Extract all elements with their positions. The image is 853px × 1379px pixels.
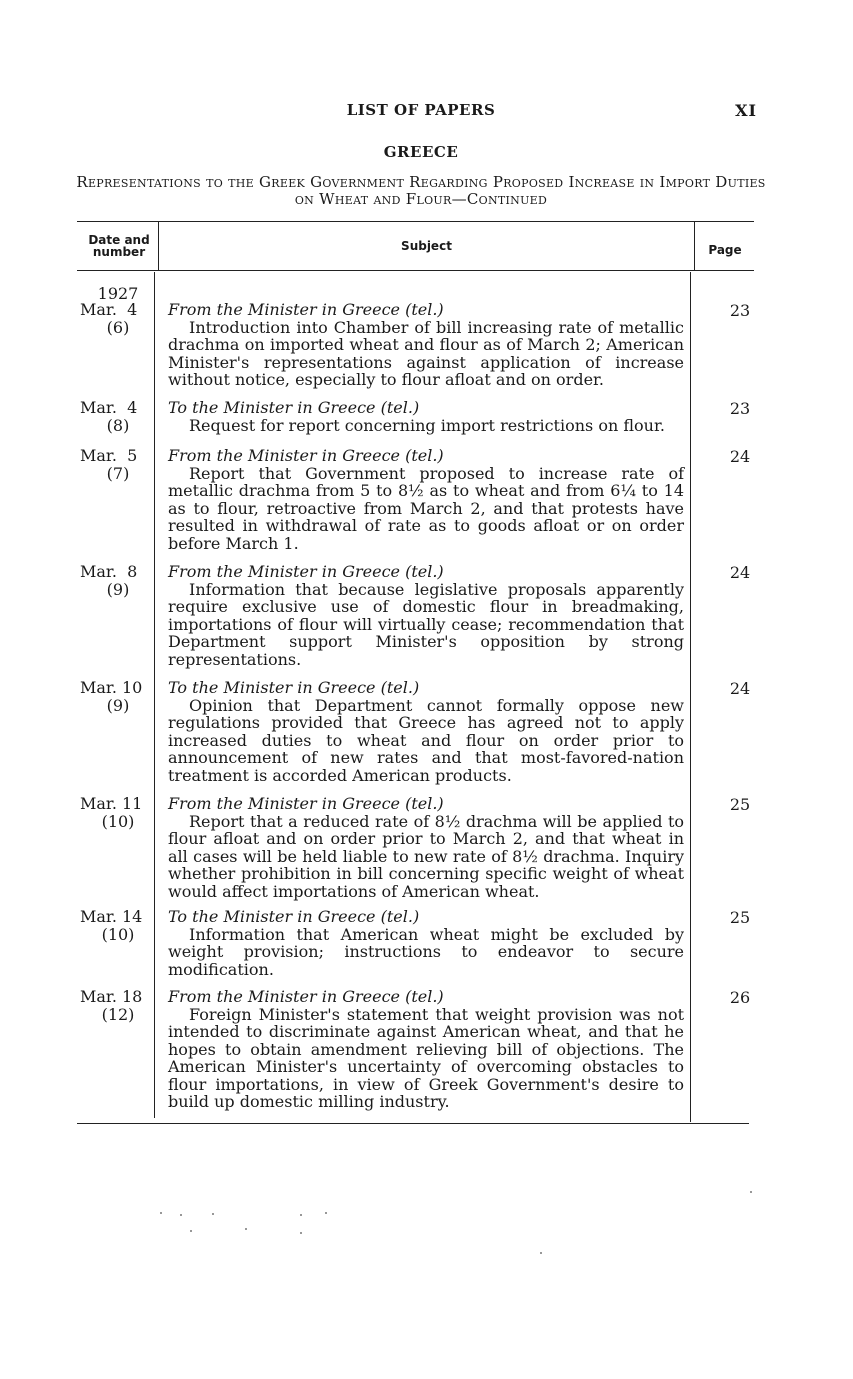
entry-number: (9) bbox=[106, 695, 130, 715]
entry-lead: From the Minister in Greece (tel.) bbox=[168, 446, 444, 465]
print-speck bbox=[190, 1230, 192, 1232]
entry-date bbox=[80, 988, 150, 1023]
entry-subject bbox=[168, 988, 684, 1111]
entry-body: Report that a reduced rate of 8½ drachma will be applied to flour afloat and on order prior to March 2, and that wheat in all cases will be held liable to new rate of 8½ drachma. Inquiry whether prohibition in bill concerning specific weight of wheat would affect importations of American wheat. bbox=[168, 811, 684, 901]
entry-subject bbox=[168, 301, 684, 389]
column-header-subject: Subject bbox=[401, 239, 452, 253]
print-speck bbox=[245, 1228, 247, 1230]
entry-lead: From the Minister in Greece (tel.) bbox=[168, 562, 444, 581]
entry-body: Information that because legislative proposals apparently require exclusive use of domestic flour in breadmaking, importations of flour will virtually cease; recommendation that Department support Minister's opposition by strong representations. bbox=[168, 579, 684, 669]
entry-lead: To the Minister in Greece (tel.) bbox=[168, 398, 420, 417]
entry-subject bbox=[168, 908, 684, 978]
print-speck bbox=[325, 1212, 327, 1214]
entry-page: 23 bbox=[729, 399, 751, 418]
entry-body: Report that Government proposed to increase rate of metallic drachma from 5 to 8½ as to wheat and from 6¼ to 14 as to flour, retroactive from March 2, and that protests have resulted in withdrawal of rate as to goods afloat or on order before March 1. bbox=[168, 463, 684, 553]
column-header-page: Page bbox=[708, 243, 742, 257]
entry-date-text: Mar. 14 bbox=[80, 907, 143, 926]
entry-page: 24 bbox=[729, 447, 751, 466]
entry-number: (8) bbox=[106, 415, 130, 435]
entry-lead: To the Minister in Greece (tel.) bbox=[168, 907, 420, 926]
entry-page: 24 bbox=[729, 563, 751, 582]
entry-date-text: Mar. 18 bbox=[80, 987, 143, 1006]
entry-page: 25 bbox=[729, 908, 751, 927]
running-title: LIST OF PAPERS bbox=[346, 101, 496, 119]
section-title: GREECE bbox=[383, 143, 459, 161]
entry-lead: From the Minister in Greece (tel.) bbox=[168, 794, 444, 813]
entry-date-text: Mar. 5 bbox=[80, 446, 138, 465]
entry-page: 23 bbox=[729, 301, 751, 320]
print-speck bbox=[300, 1214, 302, 1216]
entry-subject bbox=[168, 399, 684, 434]
print-speck bbox=[540, 1252, 542, 1254]
entry-subject bbox=[168, 679, 684, 784]
entry-date-text: Mar. 4 bbox=[80, 300, 138, 319]
entry-number: (6) bbox=[106, 317, 130, 337]
entry-body: Foreign Minister's statement that weight provision was not intended to discriminate against American wheat, and that he hopes to obtain amendment relieving bill of objections. The American Minister's uncertainty of overcoming obstacles to flour importations, in view of Greek Government's desire to build up domestic milling industry. bbox=[168, 1004, 684, 1111]
entry-subject bbox=[168, 447, 684, 552]
running-head bbox=[0, 101, 853, 123]
entry-subject bbox=[168, 563, 684, 668]
entry-lead: To the Minister in Greece (tel.) bbox=[168, 678, 420, 697]
entry-date bbox=[80, 795, 150, 830]
print-speck bbox=[750, 1191, 752, 1193]
section-subtitle: Representations to the Greek Government Regarding Proposed Increase in Import Duties on Wheat and Flour—Continued bbox=[76, 173, 766, 208]
page-folio: XI bbox=[735, 101, 757, 120]
entry-date bbox=[80, 908, 150, 943]
print-speck bbox=[180, 1214, 182, 1216]
entry-date bbox=[80, 301, 150, 336]
column-divider bbox=[154, 272, 155, 1118]
entry-date bbox=[80, 679, 150, 714]
entry-page: 24 bbox=[729, 679, 751, 698]
entry-number: (10) bbox=[101, 924, 135, 944]
entry-date-text: Mar. 8 bbox=[80, 562, 138, 581]
entry-page: 25 bbox=[729, 795, 751, 814]
table-bottom-rule bbox=[77, 1123, 749, 1124]
entry-number: (12) bbox=[101, 1004, 135, 1024]
entry-subject bbox=[168, 795, 684, 900]
entry-date bbox=[80, 563, 150, 598]
entry-lead: From the Minister in Greece (tel.) bbox=[168, 987, 444, 1006]
table-header-rule bbox=[77, 270, 754, 271]
table-top-rule bbox=[77, 221, 754, 222]
print-speck bbox=[212, 1213, 214, 1215]
entry-lead: From the Minister in Greece (tel.) bbox=[168, 300, 444, 319]
entry-date-text: Mar. 4 bbox=[80, 398, 138, 417]
year-label: 1927 bbox=[97, 284, 139, 303]
entry-date bbox=[80, 399, 150, 434]
entry-body: Opinion that Department cannot formally oppose new regulations provided that Greece has agreed not to apply increased duties to wheat and flour on order prior to announcement of new rates and that most-favored-nation treatment is accorded American products. bbox=[168, 695, 684, 785]
entry-date bbox=[80, 447, 150, 482]
print-speck bbox=[300, 1232, 302, 1234]
entry-number: (9) bbox=[106, 579, 130, 599]
entry-date-text: Mar. 10 bbox=[80, 678, 143, 697]
column-header-date: Date and number bbox=[88, 233, 150, 259]
entry-body: Request for report concerning import restrictions on flour. bbox=[189, 415, 665, 435]
print-speck bbox=[160, 1212, 162, 1214]
entry-date-text: Mar. 11 bbox=[80, 794, 143, 813]
entry-body: Introduction into Chamber of bill increasing rate of metallic drachma on imported wheat and flour as of March 2; American Minister's representations against application of increase without notice, especially to flour afloat and on order. bbox=[168, 317, 684, 389]
entry-number: (10) bbox=[101, 811, 135, 831]
entry-body: Information that American wheat might be excluded by weight provision; instructions to endeavor to secure modification. bbox=[168, 924, 684, 979]
entry-page: 26 bbox=[729, 988, 751, 1007]
entry-number: (7) bbox=[106, 463, 130, 483]
column-divider bbox=[690, 272, 691, 1122]
